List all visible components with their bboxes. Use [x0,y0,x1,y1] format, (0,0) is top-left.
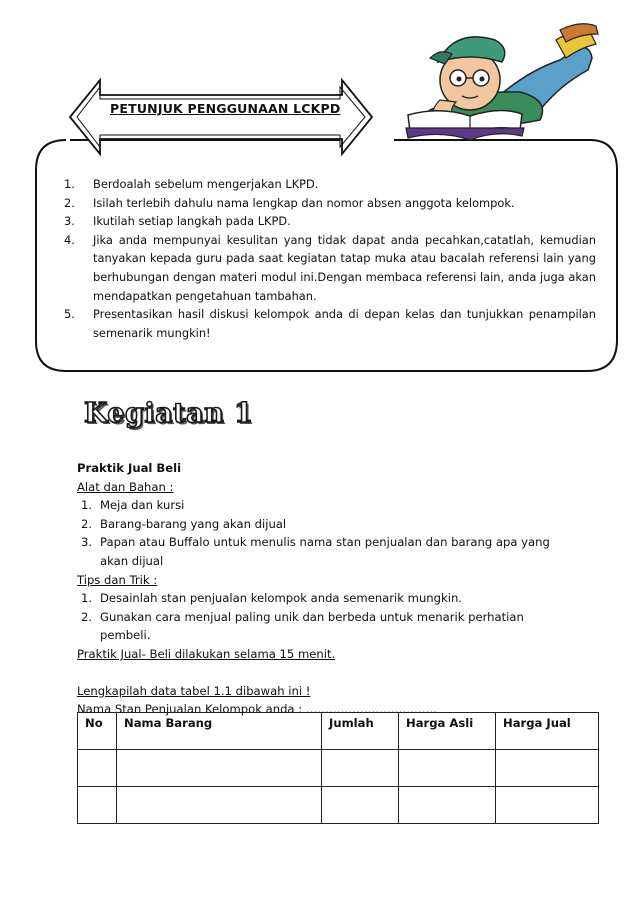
table-row [78,787,599,824]
table-row [78,750,599,787]
list-item: 2. Gunakan cara menjual paling unik dan berbeda untuk menarik perhatian pembeli. [81,609,524,643]
sales-table [77,712,599,824]
list-item: 1. Meja dan kursi [81,498,185,513]
table-cell[interactable] [399,750,496,787]
list-item: 4. Jika anda mempunyai kesulitan yang tidak dapat anda pecahkan,catatlah, kemudian tanyakan kepada guru pada saat kegiatan tatap muka atau bacalah referensi lain yang berhubungan dengan materi modul ini.Dengan membaca referensi lain, anda juga akan mendapatkan pengetahuan tambahan. [64,232,596,303]
activity-title: Praktik Jual Beli [77,461,182,475]
table-cell[interactable] [496,787,599,824]
list-item: 3. Ikutilah setiap langkah pada LKPD. [64,214,291,229]
table-header-row [78,713,599,750]
instructions-list [64,175,596,342]
list-item: 2. Isilah terlebih dahulu nama lengkap dan nomor absen anggota kelompok. [64,195,515,210]
page-title: PETUNJUK PENGGUNAAN LCKPD [110,101,341,116]
stand-name-label: Nama Stan Penjualan Kelompok anda : ……………………………. [77,702,438,717]
table-cell[interactable] [399,787,496,824]
table-instruction: Lengkapilah data tabel 1.1 dibawah ini ! [77,683,311,698]
column-header: Harga Asli [399,713,496,750]
list-item: 5. Presentasikan hasil diskusi kelompok anda di depan kelas dan tunjukkan penampilan semenarik mungkin! [64,307,596,340]
column-header: No [78,713,117,750]
column-header: Nama Barang [117,713,322,750]
table-cell[interactable] [496,750,599,787]
column-header: Harga Jual [496,713,599,750]
boy-reading-book-illustration [406,24,598,140]
table-cell[interactable] [78,750,117,787]
table-cell[interactable] [117,787,322,824]
double-arrow-banner [70,80,372,154]
activity-content [77,459,597,719]
materials-list [77,496,597,570]
duration-note: Praktik Jual- Beli dilakukan selama 15 menit. [77,646,336,661]
tips-label: Tips dan Trik : [77,572,158,587]
activity-heading: Kegiatan 1 [84,398,254,429]
list-item: 2. Barang-barang yang akan dijual [81,516,287,531]
list-item: 3. Papan atau Buffalo untuk menulis nama stan penjualan dan barang apa yang akan dijual [81,535,550,568]
table-cell[interactable] [117,750,322,787]
list-item: 1. Desainlah stan penjualan kelompok anda semenarik mungkin. [81,591,462,606]
table-cell[interactable] [322,750,399,787]
list-item: 1. Berdoalah sebelum mengerjakan LKPD. [64,177,319,191]
column-header: Jumlah [322,713,399,750]
table-cell[interactable] [78,787,117,824]
table-cell[interactable] [322,787,399,824]
tips-list [77,589,597,645]
materials-label: Alat dan Bahan : [77,479,174,494]
